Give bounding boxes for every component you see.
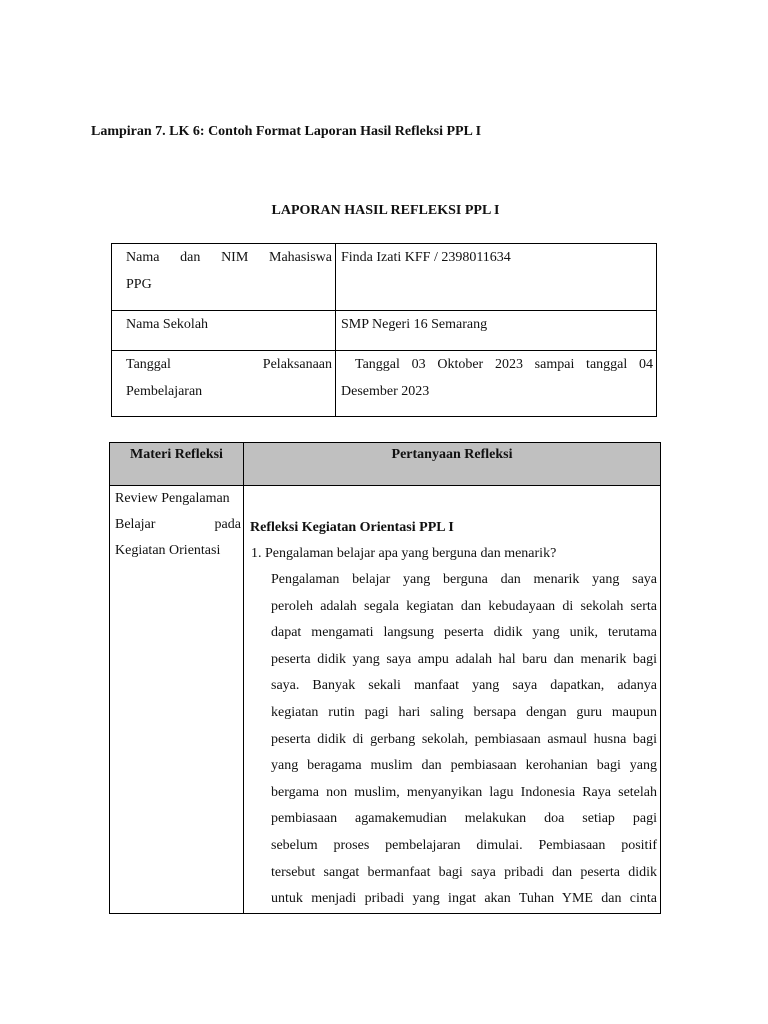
identity-table: [111, 243, 657, 417]
student-label-line-2: PPG: [126, 277, 152, 292]
answer-line: peroleh adalah segala kegiatan dan kebudayaan di sekolah serta: [271, 598, 657, 614]
student-value: Finda Izati KFF / 2398011634: [336, 244, 657, 311]
table-row-date: [112, 351, 657, 417]
reflection-body-row: [110, 486, 661, 914]
reflection-header-row: [110, 443, 661, 486]
date-label-line-1: Tanggal Pelaksanaan: [126, 357, 332, 372]
date-value-line-2: Desember 2023: [341, 384, 430, 399]
materi-line-1: Review Pengalaman: [115, 491, 230, 506]
pertanyaan-header: Pertanyaan Refleksi: [244, 443, 661, 486]
table-row-student: [112, 244, 657, 311]
answer-line: Pengalaman belajar yang berguna dan menarik yang saya: [271, 572, 657, 587]
answer-line: yang beragama muslim dan pembiasaan kerohanian bagi yang: [271, 758, 657, 774]
materi-cell: [110, 486, 244, 914]
materi-header: Materi Refleksi: [110, 443, 244, 486]
answer-line: pembiasaan agamakemudian melakukan doa setiap pagi: [271, 811, 657, 827]
pertanyaan-cell: [244, 486, 661, 914]
question-1: 1. Pengalaman belajar apa yang berguna dan menarik?: [251, 546, 557, 561]
reflection-table: [109, 442, 661, 914]
student-label: [112, 244, 336, 311]
answer-line: sebelum proses pembelajaran dimulai. Pembiasaan positif: [271, 837, 657, 853]
materi-line-3: Kegiatan Orientasi: [115, 543, 221, 558]
answer-line: saya. Banyak sekali manfaat yang saya dapatkan, adanya: [271, 678, 657, 694]
report-title: LAPORAN HASIL REFLEKSI PPL I: [271, 203, 500, 218]
answer-line: peserta didik yang saya ampu adalah hal baru dan menarik bagi: [271, 651, 657, 667]
sub-heading: Refleksi Kegiatan Orientasi PPL I: [250, 520, 454, 535]
answer-line: bergama non muslim, menyanyikan lagu Indonesia Raya setelah: [271, 784, 657, 800]
answer-line: tersebut sangat bermanfaat bagi saya pribadi dan peserta didik: [271, 864, 657, 880]
date-value: [336, 351, 657, 417]
date-label: [112, 351, 336, 417]
answer-line: kegiatan rutin pagi hari saling bersapa dengan guru maupun: [271, 704, 657, 720]
answer-line: dapat mengamati langsung peserta didik yang unik, terutama: [271, 625, 657, 641]
student-label-line-1: Nama dan NIM Mahasiswa: [126, 250, 332, 265]
attachment-heading: Lampiran 7. LK 6: Contoh Format Laporan Hasil Refleksi PPL I: [91, 124, 482, 139]
school-label: Nama Sekolah: [112, 311, 336, 351]
date-label-line-2: Pembelajaran: [126, 384, 203, 399]
school-value: SMP Negeri 16 Semarang: [336, 311, 657, 351]
answer-line: peserta didik di gerbang sekolah, pembiasaan asmaul husna bagi: [271, 731, 657, 747]
answer-line: untuk menjadi pribadi yang ingat akan Tuhan YME dan cinta: [271, 891, 657, 907]
date-value-line-1: Tanggal 03 Oktober 2023 sampai tanggal 04: [355, 357, 653, 372]
table-row-school: [112, 311, 657, 351]
materi-line-2: Belajar pada: [115, 517, 241, 532]
answer-paragraph: [271, 567, 657, 913]
